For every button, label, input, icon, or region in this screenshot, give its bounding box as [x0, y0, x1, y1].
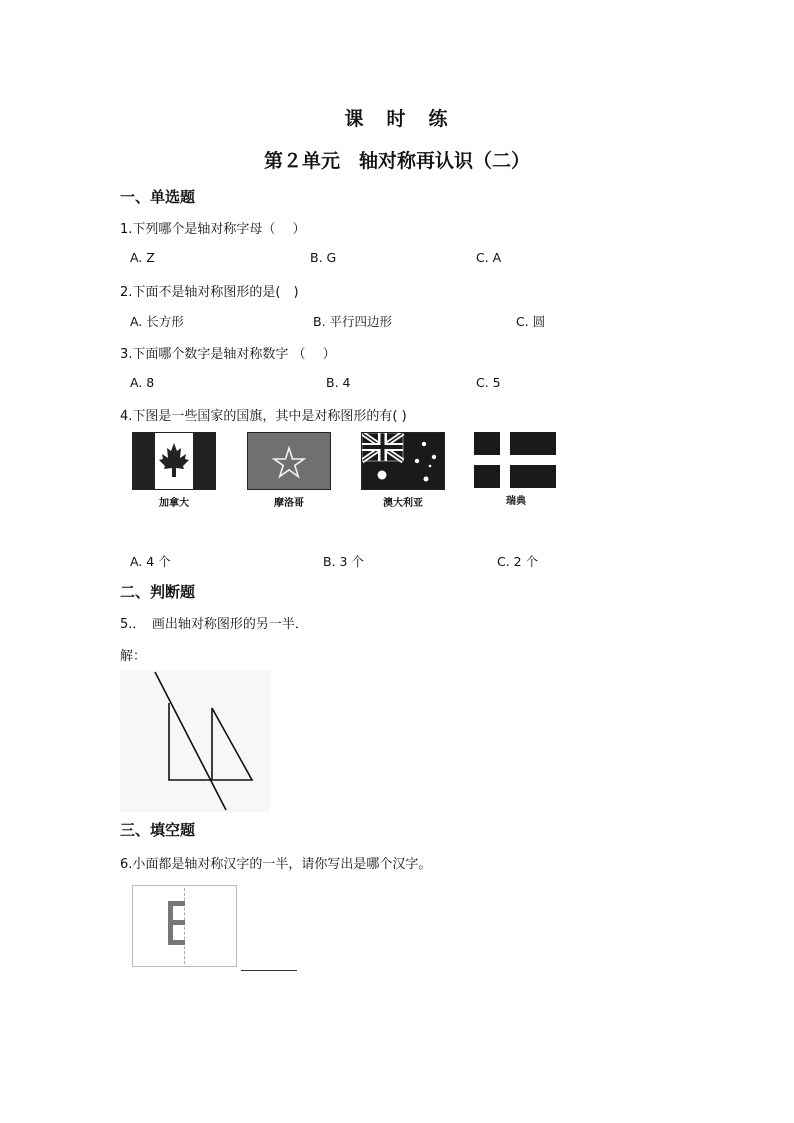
unit-subtitle: 第２单元 轴对称再认识（二）: [263, 150, 530, 172]
q1-option-a[interactable]: A. Z: [130, 250, 155, 265]
question-4-text: 4.下图是一些国家的国旗，其中是对称图形的有( ): [120, 409, 407, 424]
symmetry-drawing-area[interactable]: [120, 670, 270, 812]
q3-option-b[interactable]: B. 4: [326, 375, 351, 390]
q1-option-c[interactable]: C. A: [476, 250, 502, 265]
half-character-glyph: [166, 899, 186, 947]
q3-option-c[interactable]: C. 5: [476, 375, 501, 390]
canada-flag-graphic: [133, 433, 215, 489]
canada-flag: [132, 432, 216, 490]
answer-label: 解：: [120, 649, 147, 664]
half-character-box: [132, 885, 237, 967]
question-3-text: 3.下面哪个数字是轴对称数字 （ ）: [120, 347, 336, 362]
q1-option-b[interactable]: B. G: [310, 250, 337, 265]
half-figure-drawing: [120, 670, 270, 812]
answer-blank-line[interactable]: [241, 970, 297, 971]
flag-label-australia: 澳大利亚: [383, 498, 423, 509]
q2-option-c[interactable]: C. 圆: [516, 314, 546, 329]
question-5-text: 5.． 画出轴对称图形的另一半．: [120, 617, 308, 632]
q4-option-c[interactable]: C. 2 个: [497, 554, 539, 569]
australia-flag: [361, 432, 445, 490]
flag-label-morocco: 摩洛哥: [274, 498, 304, 509]
section-heading-true-false: 二、判断题: [120, 583, 196, 601]
flag-label-canada: 加拿大: [159, 498, 189, 509]
question-6-text: 6.小面都是轴对称汉字的一半，请你写出是哪个汉字。: [120, 857, 432, 872]
sweden-flag-graphic: [474, 432, 556, 488]
q4-option-b[interactable]: B. 3 个: [323, 554, 364, 569]
q4-option-a[interactable]: A. 4 个: [130, 554, 171, 569]
q2-option-b[interactable]: B. 平行四边形: [313, 314, 393, 329]
question-2-text: 2.下面不是轴对称图形的是( ): [120, 285, 299, 300]
section-heading-fill-blank: 三、填空题: [120, 821, 196, 839]
sweden-flag: [474, 432, 556, 488]
morocco-flag: [247, 432, 331, 490]
morocco-flag-graphic: [248, 433, 330, 489]
section-heading-single-choice: 一、单选题: [120, 188, 196, 206]
australia-flag-graphic: [362, 433, 444, 489]
page-title: 课 时 练: [344, 108, 450, 130]
question-1-text: 1.下列哪个是轴对称字母（ ）: [120, 222, 306, 237]
q2-option-a[interactable]: A. 长方形: [130, 314, 184, 329]
flag-label-sweden: 瑞典: [506, 496, 526, 507]
q3-option-a[interactable]: A. 8: [130, 375, 155, 390]
